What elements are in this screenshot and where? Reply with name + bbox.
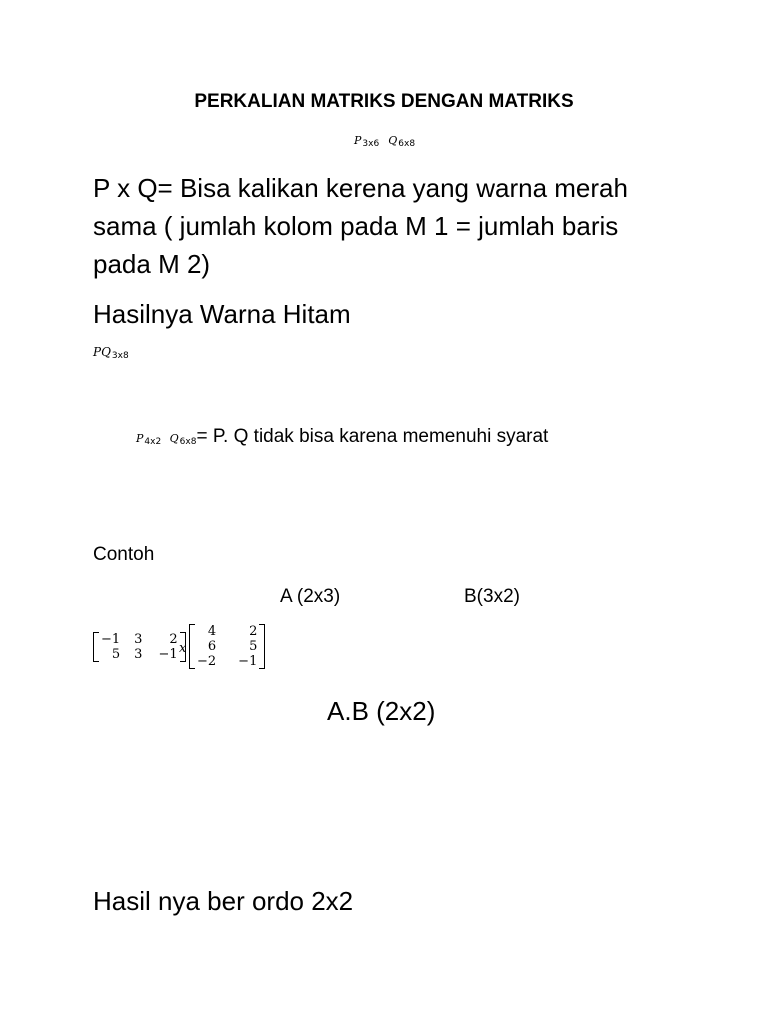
matrix-a-table [97, 632, 182, 662]
matrix-b-left-bracket [189, 624, 195, 669]
product-order: 3x8 [111, 351, 129, 361]
matrix-b-row [193, 624, 261, 639]
invalid-product-text: = P. Q tidak bisa karena memenuhi syarat [196, 426, 549, 447]
paragraph-line-3: pada M 2) [93, 249, 211, 279]
multiplication-symbol: x [179, 641, 187, 656]
product-symbol: PQ [93, 345, 111, 359]
paragraph-line-2: sama ( jumlah kolom pada M 1 = jumlah baris [93, 211, 619, 241]
matrix-cell: 3 [134, 632, 143, 647]
matrix-b-order: B(3x2) [464, 586, 520, 607]
conclusion-text: Hasil nya ber ordo 2x2 [93, 886, 354, 916]
formula-p-times-q [354, 134, 415, 149]
example-label: Contoh [93, 544, 155, 565]
paragraph-line-1: P x Q= Bisa kalikan kerena yang warna merah [93, 173, 628, 203]
matrix-cell: 2 [169, 632, 178, 647]
matrix-a-left-bracket [93, 632, 99, 662]
matrix-a-row [97, 647, 182, 662]
matrix-b-table [193, 624, 261, 669]
matrix-p-symbol: P [354, 134, 362, 147]
matrix-a-row [97, 632, 182, 647]
matrix-p-symbol-2: P [136, 432, 144, 445]
matrix-a-order: A (2x3) [280, 586, 341, 607]
result-formula [93, 345, 129, 361]
matrix-q-order: 6x8 [398, 139, 416, 149]
matrix-b-row [193, 654, 261, 669]
matrix-b [189, 624, 265, 669]
matrix-cell: 5 [249, 639, 258, 654]
matrix-q-symbol: Q [388, 134, 398, 147]
document-title: PERKALIAN MATRIKS DENGAN MATRIKS [194, 91, 574, 112]
matrix-cell: −1 [158, 647, 178, 662]
matrix-cell: 5 [111, 647, 121, 662]
matrix-p-order: 3x6 [362, 139, 380, 149]
matrix-cell: 4 [207, 624, 217, 639]
formula-invalid-product [136, 426, 548, 448]
matrix-cell: −1 [101, 632, 121, 647]
matrix-cell: 2 [249, 624, 258, 639]
matrix-cell: −2 [197, 654, 217, 669]
matrix-a [93, 632, 186, 662]
matrix-b-row [193, 639, 261, 654]
result-heading: Hasilnya Warna Hitam [93, 299, 351, 329]
product-order-heading: A.B (2x2) [327, 696, 436, 726]
matrix-cell: −1 [238, 654, 258, 669]
matrix-cell: 6 [207, 639, 217, 654]
matrix-b-right-bracket [259, 624, 265, 669]
matrix-q-order-2: 6x8 [179, 437, 197, 447]
matrix-cell: 3 [134, 647, 143, 662]
matrix-q-symbol-2: Q [169, 432, 179, 445]
matrix-p-order-2: 4x2 [144, 437, 162, 447]
